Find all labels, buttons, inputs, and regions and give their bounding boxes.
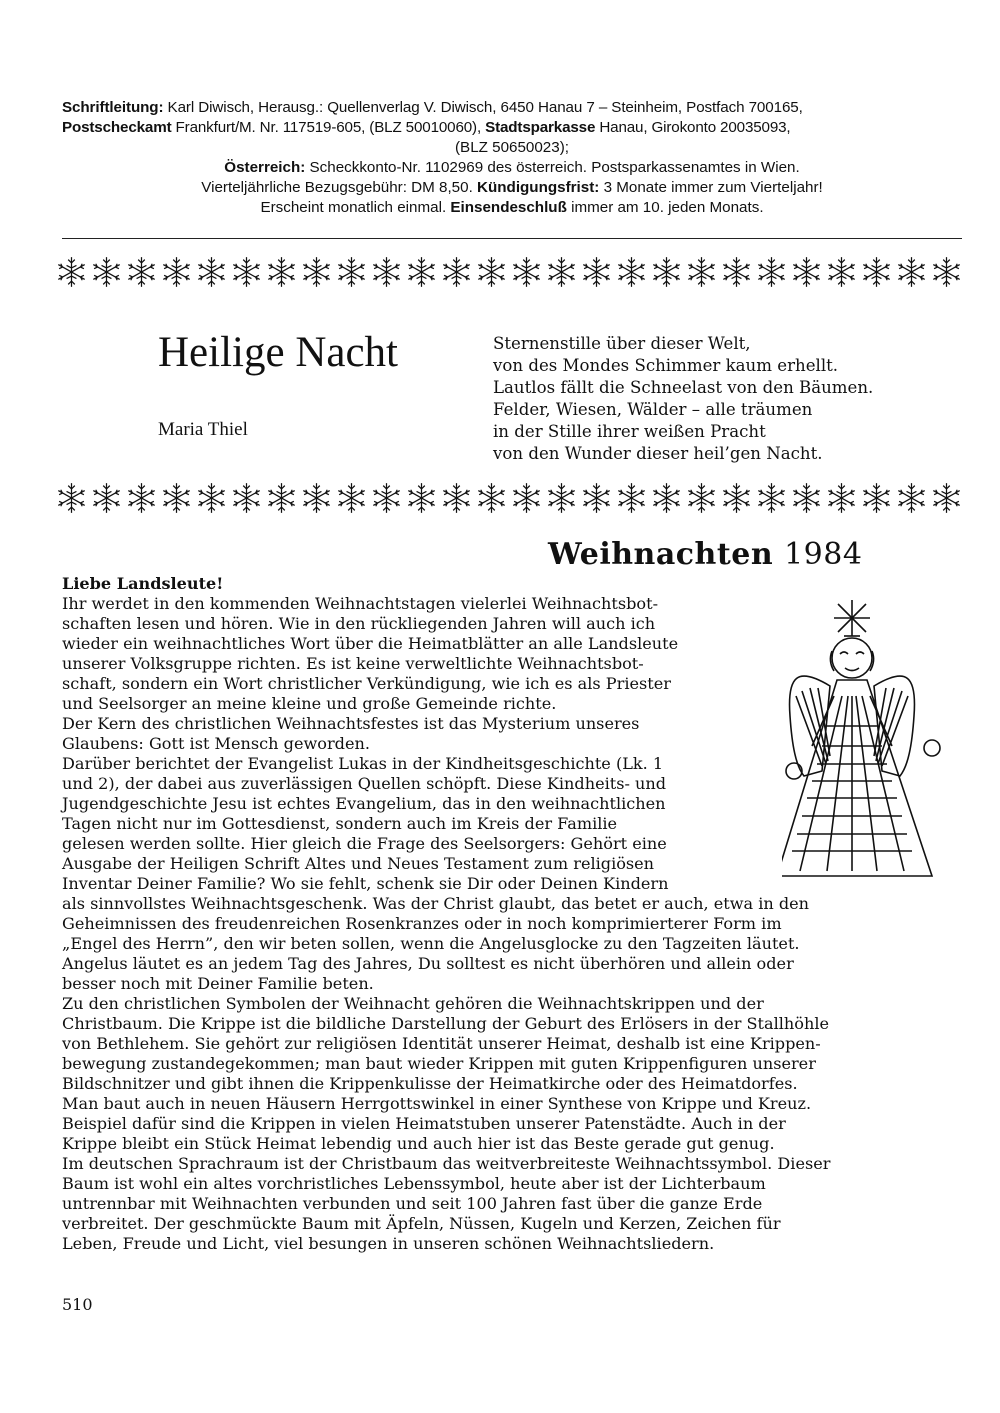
masthead-label: Einsendeschluß [450,199,567,216]
snowflake-icon [580,480,613,516]
snowflake-icon [230,254,263,290]
snowflake-icon [475,480,508,516]
snowflake-icon [895,480,928,516]
masthead-text: Vierteljährliche Bezugsgebühr: DM 8,50. [201,179,478,196]
poem-title: Heilige Nacht [158,329,398,376]
masthead-text: immer am 10. jeden Monats. [566,199,764,216]
masthead-text: 3 Monate immer zum Vierteljahr! [599,179,823,196]
article-line: von Bethlehem. Sie gehört zur religiösen Identität unserer Heimat, deshalb ist eine Krippen- [62,1034,821,1053]
article-line: schaften lesen und hören. Wie in den rückliegenden Jahren will auch ich [62,614,656,633]
snowflake-icon [860,254,893,290]
article-line: und 2), der dabei aus zuverlässigen Quellen schöpft. Diese Kindheits- und [62,774,667,793]
masthead-line-6 [62,198,962,218]
snowflake-icon [790,254,823,290]
article-line: Glaubens: Gott ist Mensch geworden. [62,734,370,753]
article-line: Leben, Freude und Licht, viel besungen in unseren schönen Weihnachtsliedern. [62,1234,715,1253]
snowflake-icon [685,254,718,290]
snowflake-icon [615,480,648,516]
article-line: Man baut auch in neuen Häusern Herrgottswinkel in einer Synthese von Krippe und Kreuz. [62,1094,812,1113]
article-line: Jugendgeschichte Jesu ist echtes Evangelium, das in den weihnachtlichen [62,794,666,813]
poem-author: Maria Thiel [158,419,248,440]
masthead-line-5 [62,178,962,198]
article-line: bewegung zustandegekommen; man baut wieder Krippen mit guten Krippenfiguren unserer [62,1054,816,1073]
article-line: verbreitet. Der geschmückte Baum mit Äpfeln, Nüssen, Kugeln und Kerzen, Zeichen für [62,1214,781,1233]
article-line: Baum ist wohl ein altes vorchristliches Lebenssymbol, heute aber ist der Lichterbaum [62,1174,766,1193]
poem-line: Lautlos fällt die Schneelast von den Bäumen. [493,378,874,397]
snowflake-icon [860,480,893,516]
masthead-text: Karl Diwisch, Herausg.: Quellenverlag V. Diwisch, 6450 Hanau 7 – Steinheim, Postfach 700165, [163,99,803,116]
snowflake-icon [545,254,578,290]
snowflake-icon [545,480,578,516]
masthead-text: Scheckkonto-Nr. 1102969 des österreich. Postsparkassenamtes in Wien. [305,159,800,176]
snowflake-icon [790,480,823,516]
snowflake-icon [615,254,648,290]
article-title-word: Weihnachten [548,537,774,572]
article-line: Bildschnitzer und gibt ihnen die Krippenkulisse der Heimatkirche oder des Heimatdorfes. [62,1074,798,1093]
article-line: Angelus läutet es an jedem Tag des Jahres, Du solltest es nicht überhören und allein oder [62,954,794,973]
poem-line: von den Wunder dieser heil’gen Nacht. [493,444,823,463]
snowflake-icon [300,254,333,290]
article-line: besser noch mit Deiner Familie beten. [62,974,374,993]
snowflake-icon [510,480,543,516]
article-line: Der Kern des christlichen Weihnachtsfestes ist das Mysterium unseres [62,714,640,733]
masthead-line-3 [62,138,962,158]
snowflake-icon [475,254,508,290]
snowflake-icon [335,480,368,516]
article-line: Im deutschen Sprachraum ist der Christbaum das weitverbreiteste Weihnachtssymbol. Dieser [62,1154,831,1173]
article-line: „Engel des Herrn”, den wir beten sollen, wenn die Angelusglocke zu den Tagzeiten läutet. [62,934,800,953]
snowflake-icon [55,480,88,516]
article-line: Inventar Deiner Familie? Wo sie fehlt, schenk sie Dir oder Deinen Kindern [62,874,669,893]
snowflake-border-bottom [55,478,963,518]
article-line: und Seelsorger an meine kleine und große Gemeinde richte. [62,694,557,713]
poem-text [493,333,873,465]
article-line: wieder ein weihnachtliches Wort über die Heimatblätter an alle Landsleute [62,634,679,653]
snowflake-icon [90,254,123,290]
masthead-text: Erscheint monatlich einmal. [260,199,451,216]
poem-line: von des Mondes Schimmer kaum erhellt. [493,356,839,375]
article-greeting: Liebe Landsleute! [62,574,224,593]
article-line: Tagen nicht nur im Gottesdienst, sondern auch im Kreis der Familie [62,814,618,833]
angel-icon [782,596,962,896]
snowflake-icon [160,480,193,516]
masthead-label: Stadtsparkasse [485,119,596,136]
article-line: untrennbar mit Weihnachten verbunden und seit 100 Jahren fast über die ganze Erde [62,1194,763,1213]
article-line: schaft, sondern ein Wort christlicher Verkündigung, wie ich es als Priester [62,674,671,693]
masthead-text: Hanau, Girokonto 20035093, [595,119,791,136]
snowflake-icon [580,254,613,290]
snowflake-icon [755,254,788,290]
masthead-text: (BLZ 50650023); [455,139,569,156]
snowflake-icon [265,254,298,290]
snowflake-icon [335,254,368,290]
article-line: unserer Volksgruppe richten. Es ist keine verweltlichte Weihnachtsbot- [62,654,644,673]
article-title-year: 1984 [784,537,863,572]
snowflake-icon [755,480,788,516]
masthead-line-1 [62,98,962,118]
article-line: gelesen werden sollte. Hier gleich die Frage des Seelsorgers: Gehört eine [62,834,667,853]
masthead-line-2 [62,118,962,138]
snowflake-icon [370,254,403,290]
snowflake-icon [650,254,683,290]
snowflake-icon [440,254,473,290]
masthead-label: Kündigungsfrist: [477,179,600,196]
masthead [62,98,962,218]
snowflake-icon [930,480,963,516]
snowflake-icon [300,480,333,516]
masthead-line-4 [62,158,962,178]
masthead-rule [62,238,962,239]
snowflake-icon [230,480,263,516]
snowflake-icon [55,254,88,290]
masthead-label: Postscheckamt [62,119,172,136]
article-title [548,537,862,572]
snowflake-icon [650,480,683,516]
snowflake-icon [930,254,963,290]
snowflake-icon [895,254,928,290]
snowflake-icon [90,480,123,516]
poem-line: Sternenstille über dieser Welt, [493,334,751,353]
poem-line: in der Stille ihrer weißen Pracht [493,422,766,441]
article-line: Geheimnissen des freudenreichen Rosenkranzes oder in noch komprimierterer Form im [62,914,782,933]
article-line: Krippe bleibt ein Stück Heimat lebendig und auch hier ist das Beste gerade gut genug. [62,1134,775,1153]
poem-line: Felder, Wiesen, Wälder – alle träumen [493,400,813,419]
snowflake-icon [125,480,158,516]
snowflake-icon [125,254,158,290]
article-line: Darüber berichtet der Evangelist Lukas in der Kindheitsgeschichte (Lk. 1 [62,754,664,773]
snowflake-icon [510,254,543,290]
masthead-label: Österreich: [224,159,306,176]
masthead-text: Frankfurt/M. Nr. 117519-605, (BLZ 50010060), [171,119,486,136]
snowflake-icon [195,480,228,516]
snowflake-icon [195,254,228,290]
article-line: Ihr werdet in den kommenden Weihnachtstagen vielerlei Weihnachtsbot- [62,594,659,613]
article-line: Ausgabe der Heiligen Schrift Altes und Neues Testament zum religiösen [62,854,655,873]
snowflake-icon [440,480,473,516]
snowflake-icon [825,254,858,290]
article-line: als sinnvollstes Weihnachtsgeschenk. Was der Christ glaubt, das betet er auch, etwa in den [62,894,810,913]
snowflake-icon [370,480,403,516]
snowflake-icon [160,254,193,290]
snowflake-icon [265,480,298,516]
snowflake-icon [405,254,438,290]
page-number: 510 [62,1295,93,1314]
article-line: Beispiel dafür sind die Krippen in vielen Heimatstuben unserer Patenstädte. Auch in der [62,1114,786,1133]
snowflake-icon [685,480,718,516]
snowflake-icon [720,254,753,290]
snowflake-icon [405,480,438,516]
snowflake-icon [825,480,858,516]
article-body [62,574,830,1254]
article-line: Zu den christlichen Symbolen der Weihnacht gehören die Weihnachtskrippen und der [62,994,764,1013]
article-line: Christbaum. Die Krippe ist die bildliche Darstellung der Geburt des Erlösers in der Stallhöhle [62,1014,829,1033]
snowflake-border-top [55,252,963,292]
masthead-label: Schriftleitung: [62,99,164,116]
snowflake-icon [720,480,753,516]
